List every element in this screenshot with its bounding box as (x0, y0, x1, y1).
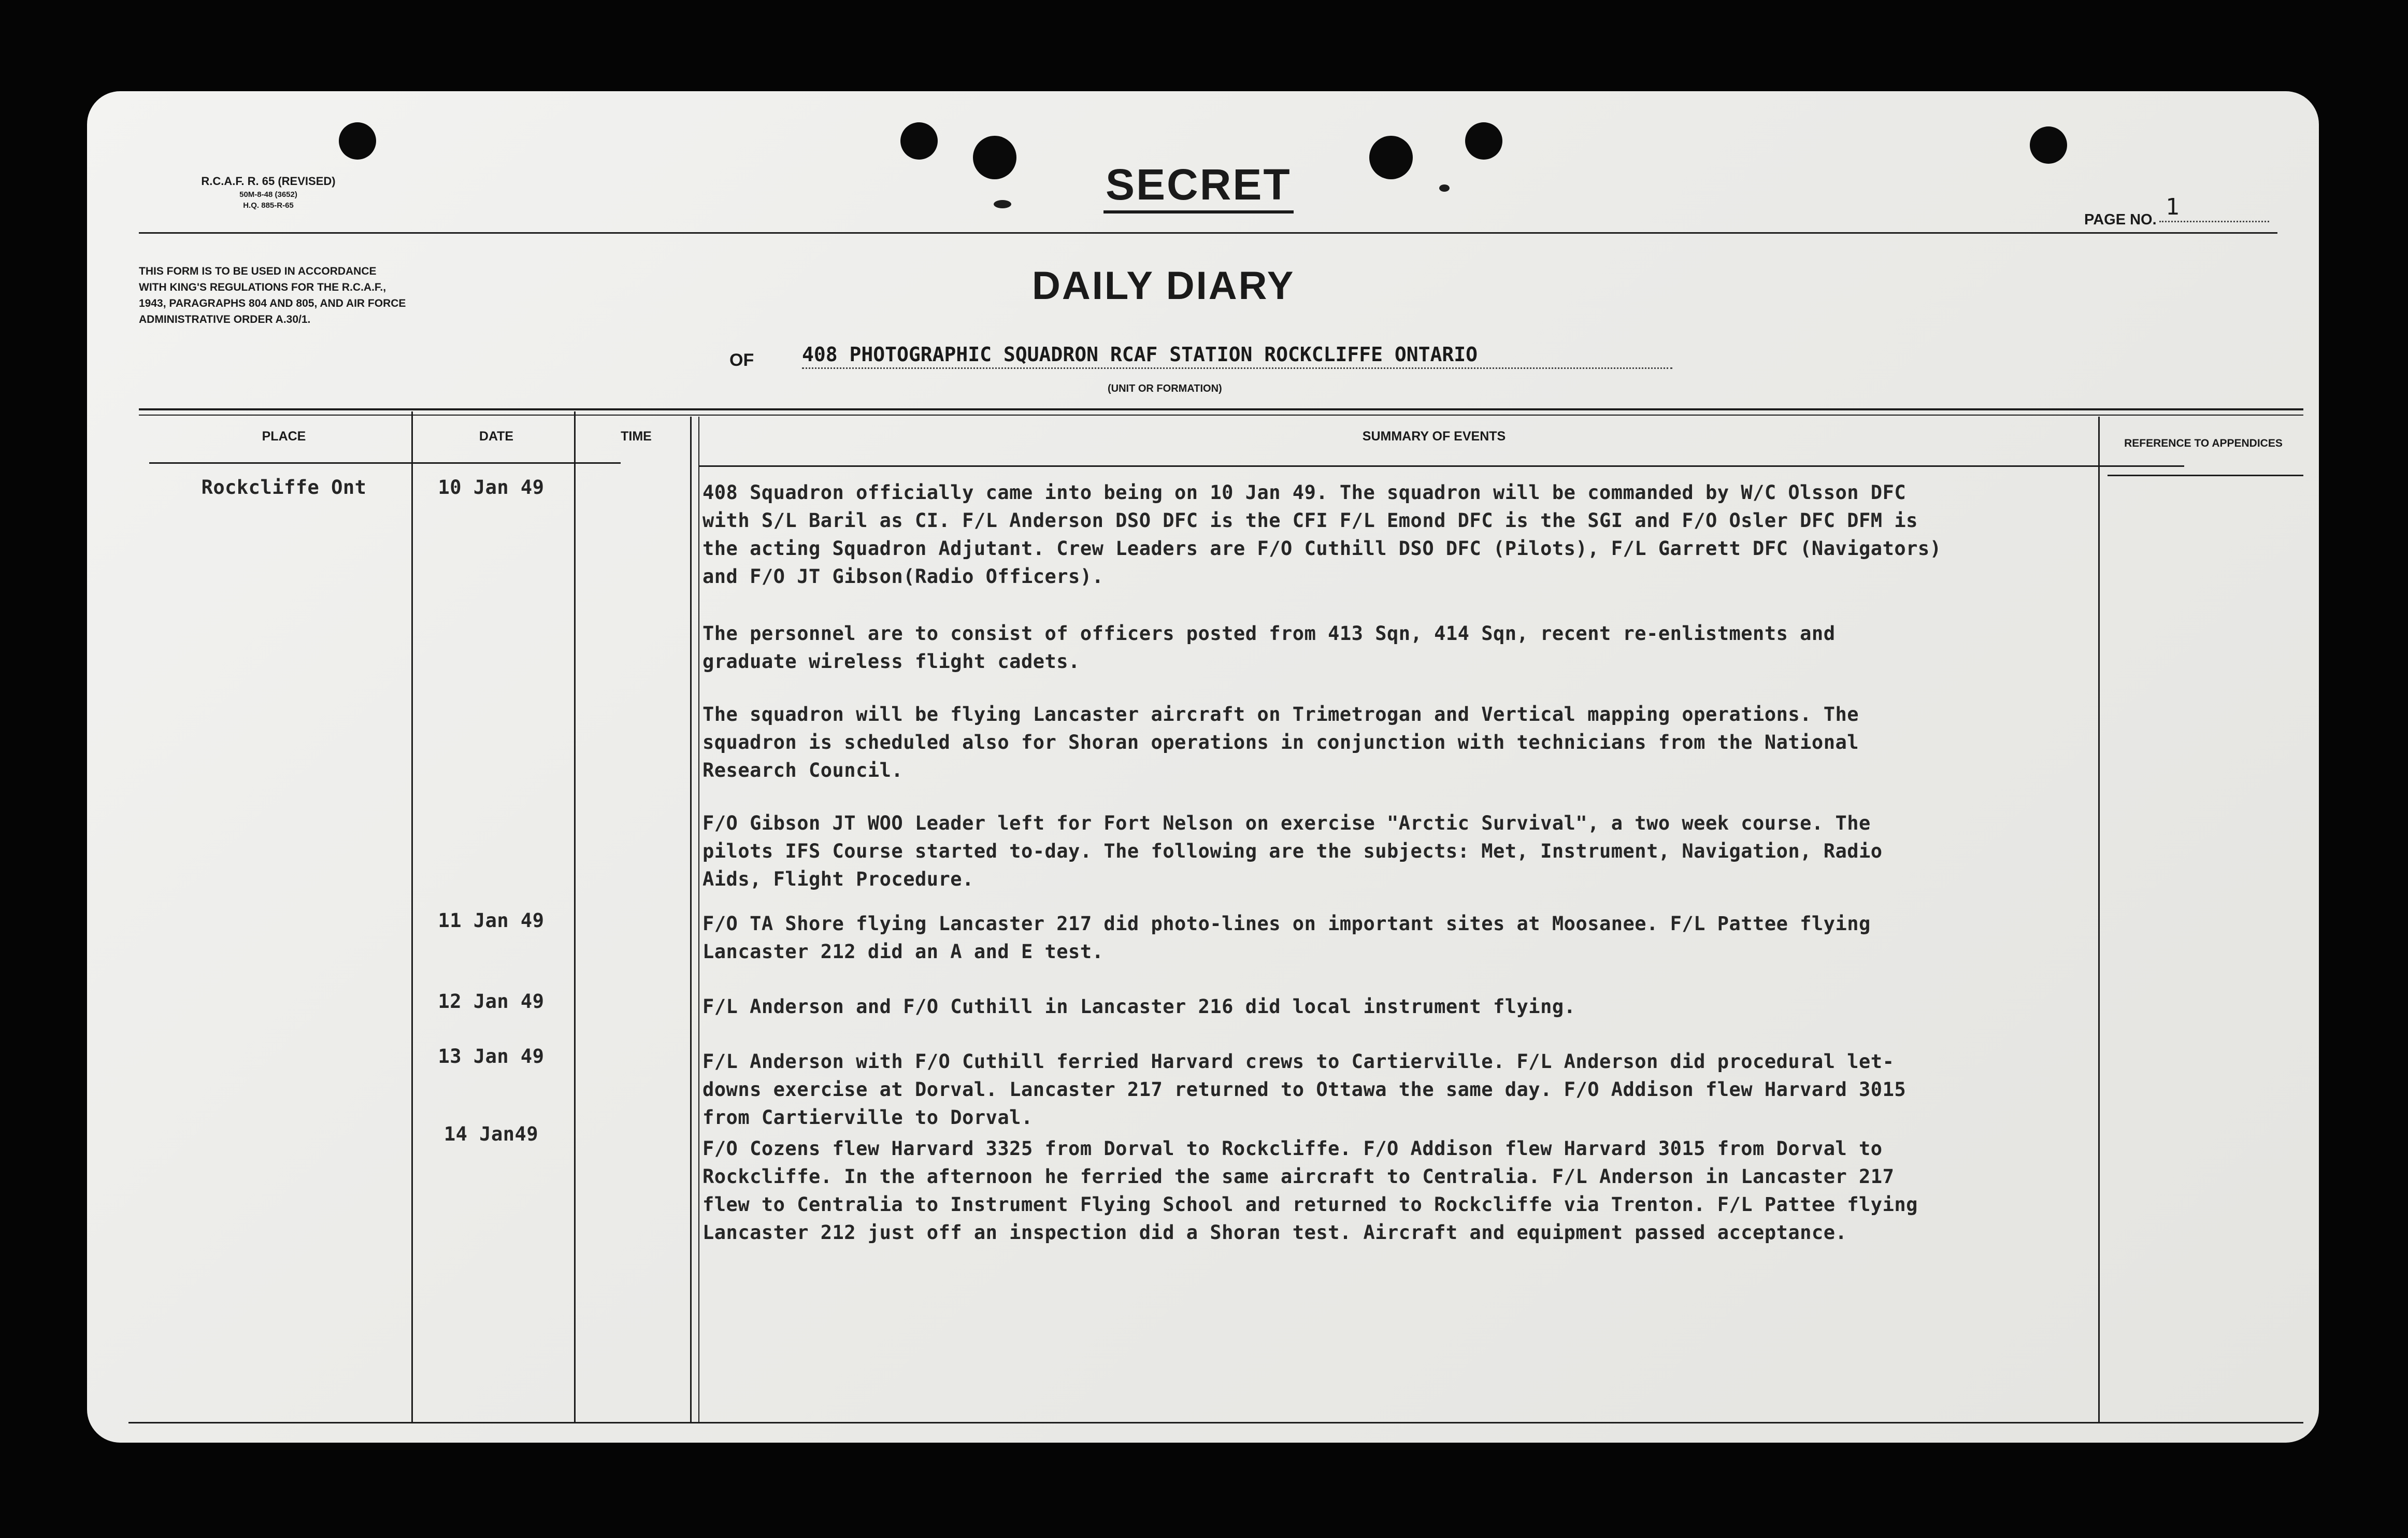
summary-line: Aids, Flight Procedure. (703, 868, 974, 890)
summary-line: F/L Anderson and F/O Cuthill in Lancaster 216 did local instrument flying. (703, 995, 1576, 1018)
header-bottom-rule (149, 462, 621, 464)
column-header-reference: REFERENCE TO APPENDICES (2124, 437, 2283, 449)
summary-line: 408 Squadron officially came into being on 10 Jan 49. The squadron will be commanded by W/C Olsson DFC (703, 481, 1907, 504)
column-divider (698, 417, 699, 1422)
punch-hole (973, 136, 1016, 179)
summary-line: graduate wireless flight cadets. (703, 650, 1080, 673)
summary-line: F/L Anderson with F/O Cuthill ferried Harvard crews to Cartierville. F/L Anderson did procedural let- (703, 1050, 1895, 1073)
notice-line: WITH KING'S REGULATIONS FOR THE R.C.A.F., (139, 281, 386, 293)
unit-caption: (UNIT OR FORMATION) (1108, 383, 1222, 394)
header-rule (139, 232, 2277, 234)
summary-line: and F/O JT Gibson(Radio Officers). (703, 565, 1104, 588)
punch-hole (1369, 136, 1413, 179)
column-header-place: PLACE (262, 429, 306, 444)
form-code-line: 50M-8-48 (3652) (239, 190, 297, 199)
summary-entry (703, 701, 2153, 785)
summary-line: Research Council. (703, 759, 904, 781)
summary-line: Lancaster 212 just off an inspection did a Shoran test. Aircraft and equipment passed acceptance. (703, 1221, 1847, 1244)
summary-line: with S/L Baril as CI. F/L Anderson DSO DFC is the CFI F/L Emond DFC is the SGI and F/O Osler DFC DFM is (703, 509, 1918, 532)
date-cell: 10 Jan 49 (438, 476, 544, 499)
ink-smudge (1439, 184, 1450, 192)
regulation-notice (139, 263, 564, 327)
notice-line: 1943, PARAGRAPHS 804 AND 805, AND AIR FORCE (139, 297, 406, 309)
summary-line: Rockcliffe. In the afternoon he ferried the same aircraft to Centralia. F/L Anderson in Lancaster 217 (703, 1165, 1895, 1188)
form-code-line: H.Q. 885-R-65 (243, 201, 294, 210)
summary-entry (703, 1135, 2153, 1247)
summary-line: flew to Centralia to Instrument Flying School and returned to Rockcliffe via Trenton. F/L Pattee flying (703, 1193, 1918, 1216)
summary-line: from Cartierville to Dorval. (703, 1106, 1033, 1129)
summary-entry (703, 479, 2153, 591)
summary-line: squadron is scheduled also for Shoran operations in conjunction with technicians from the National (703, 731, 1859, 753)
notice-line: THIS FORM IS TO BE USED IN ACCORDANCE (139, 265, 377, 277)
classification-stamp: SECRET (1103, 160, 1294, 213)
form-code (154, 173, 382, 211)
table-top-rule (139, 415, 2303, 416)
punch-hole (1465, 122, 1502, 160)
page-no-label: PAGE NO. (2084, 211, 2157, 228)
summary-line: downs exercise at Dorval. Lancaster 217 returned to Ottawa the same day. F/O Addison flew Harvard 3015 (703, 1078, 1907, 1101)
date-cell: 13 Jan 49 (438, 1045, 544, 1067)
page-title: DAILY DIARY (1032, 264, 1295, 308)
summary-line: Lancaster 212 did an A and E test. (703, 941, 1104, 963)
page-no-value: 1 (2159, 194, 2269, 222)
table-top-rule (139, 408, 2303, 410)
summary-line: F/O Gibson JT WOO Leader left for Fort Nelson on exercise "Arctic Survival", a two week course. The (703, 812, 1871, 834)
column-header-summary: SUMMARY OF EVENTS (1362, 429, 1506, 444)
punch-hole (339, 122, 376, 160)
summary-entry (703, 809, 2153, 893)
header-bottom-rule (2108, 475, 2303, 476)
column-header-time: TIME (621, 429, 652, 444)
ink-smudge (994, 200, 1011, 208)
date-cell: 12 Jan 49 (438, 990, 544, 1013)
diary-card (87, 91, 2319, 1443)
summary-line: The personnel are to consist of officers posted from 413 Sqn, 414 Sqn, recent re-enlistments and (703, 622, 1836, 645)
date-cell: 14 Jan49 (443, 1123, 539, 1145)
punch-hole (2030, 126, 2067, 164)
table-bottom-rule (128, 1422, 2303, 1423)
summary-entry (703, 1048, 2153, 1132)
summary-line: F/O TA Shore flying Lancaster 217 did photo-lines on important sites at Moosanee. F/L Pattee flying (703, 913, 1871, 935)
column-divider (411, 411, 413, 1422)
header-bottom-rule (698, 465, 2184, 467)
unit-label: OF (729, 350, 754, 370)
summary-entry (703, 910, 2153, 966)
summary-line: The squadron will be flying Lancaster aircraft on Trimetrogan and Vertical mapping operations. The (703, 703, 1859, 725)
unit-value: 408 PHOTOGRAPHIC SQUADRON RCAF STATION ROCKCLIFFE ONTARIO (802, 341, 1672, 369)
place-cell: Rockcliffe Ont (201, 476, 367, 499)
column-header-date: DATE (479, 429, 514, 444)
summary-line: F/O Cozens flew Harvard 3325 from Dorval to Rockcliffe. F/O Addison flew Harvard 3015 from Dorval to (703, 1137, 1883, 1160)
punch-hole (900, 122, 938, 160)
summary-line: the acting Squadron Adjutant. Crew Leaders are F/O Cuthill DSO DFC (Pilots), F/L Garrett DFC (Navigators) (703, 537, 1942, 560)
notice-line: ADMINISTRATIVE ORDER A.30/1. (139, 314, 311, 325)
form-code-line: R.C.A.F. R. 65 (REVISED) (201, 175, 336, 188)
summary-line: pilots IFS Course started to-day. The following are the subjects: Met, Instrument, Navigation, Radio (703, 840, 1883, 862)
summary-entry (703, 993, 2153, 1021)
summary-entry (703, 620, 2153, 676)
date-cell: 11 Jan 49 (438, 909, 544, 932)
column-divider (574, 411, 576, 1422)
column-divider (690, 417, 692, 1422)
